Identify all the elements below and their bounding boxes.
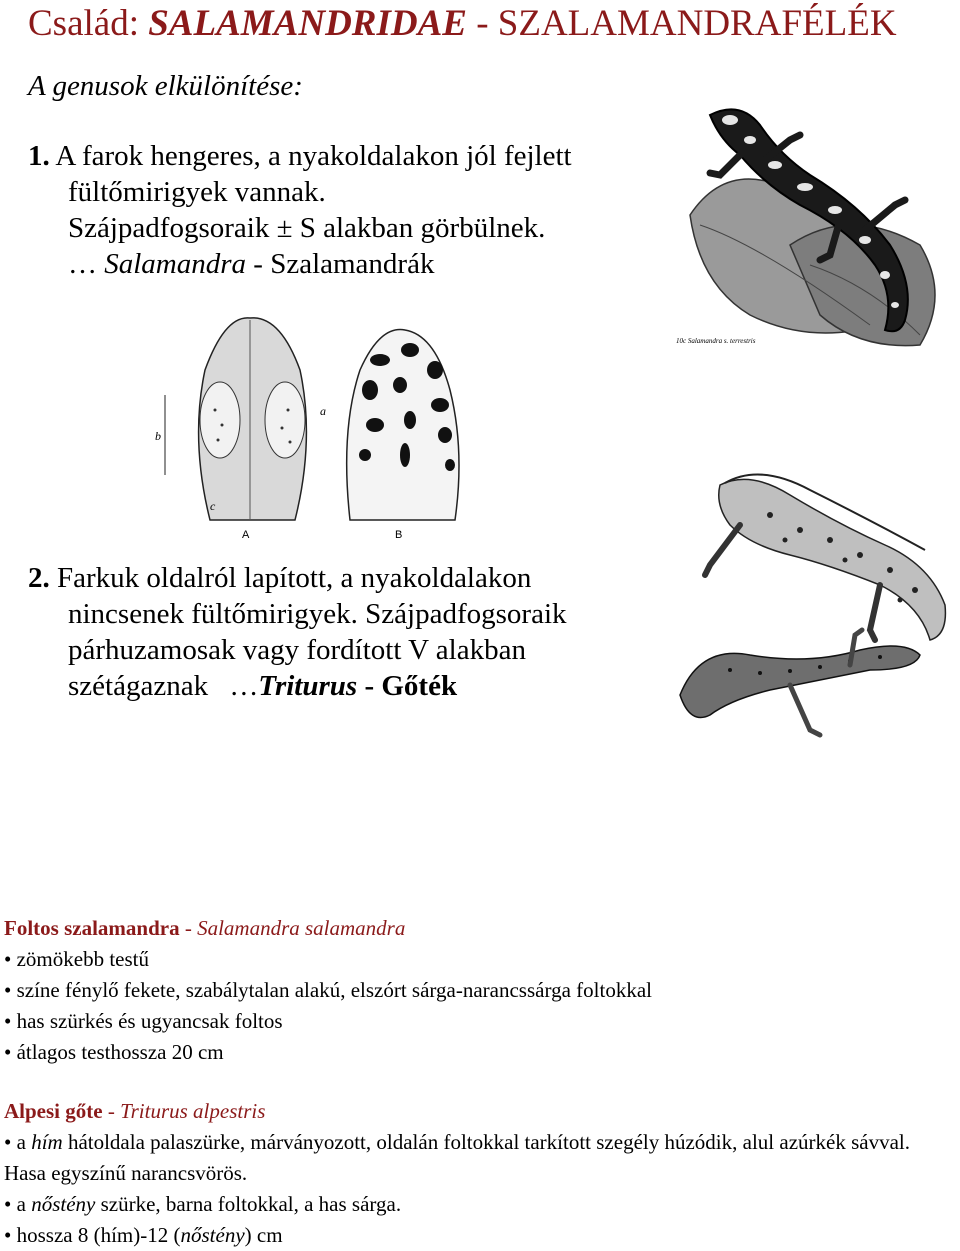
- key1-text1: A farok hengeres, a nyakoldalakon jól fejlett: [49, 140, 572, 172]
- species-latin: Triturus alpestris: [120, 1099, 266, 1123]
- skull-dim-a: a: [320, 404, 326, 418]
- key1-genus: Salamandra: [104, 248, 247, 280]
- newt-illustration: [670, 465, 955, 760]
- species-latin: Salamandra salamandra: [197, 916, 406, 940]
- skull-label-b: B: [395, 529, 403, 541]
- subtitle: A genusok elkülönítése:: [28, 70, 303, 102]
- list-item: [4, 1127, 954, 1189]
- title-family: SALAMANDRIDAE: [148, 3, 467, 44]
- key1-ellipsis: …: [68, 248, 105, 280]
- key2-line3: párhuzamosak vagy fordított V alakban: [68, 634, 526, 666]
- species-name: Alpesi gőte: [4, 1099, 103, 1123]
- list-item: • has szürkés és ugyancsak foltos: [4, 1006, 954, 1037]
- key2-line4: [28, 668, 668, 704]
- key1-line2: fültőmirigyek vannak.: [68, 176, 326, 208]
- skull-dim-b: b: [155, 429, 161, 443]
- page-title: [28, 2, 897, 45]
- key2-text1: Farkuk oldalról lapított, a nyakoldalakon: [49, 562, 532, 594]
- species-triturus: [4, 1096, 954, 1251]
- key1-line1: [28, 138, 668, 174]
- list-item: • zömökebb testű: [4, 944, 954, 975]
- list-item: • színe fénylő fekete, szabálytalan alakú, elszórt sárga-narancssárga foltokkal: [4, 975, 954, 1006]
- key2-line1: [28, 560, 668, 596]
- species-sep: -: [102, 1099, 121, 1123]
- b2-post: szürke, barna foltokkal, a has sárga.: [95, 1192, 402, 1216]
- species-salamandra: [4, 913, 954, 1068]
- skull-dim-c: c: [210, 499, 216, 513]
- salamander-illustration: [670, 95, 955, 355]
- skull-label-a: A: [242, 529, 250, 541]
- key2-number: 2.: [28, 562, 50, 594]
- b3-post: ) cm: [244, 1223, 283, 1247]
- b1-pre: a: [16, 1130, 32, 1154]
- salamander-caption: 10c Salamandra s. terrestris: [676, 337, 756, 345]
- key-step-2: [28, 560, 668, 704]
- species-sep: -: [179, 916, 198, 940]
- b1-post: hátoldala palaszürke, márványozott, oldalán foltokkal tarkított szegély húzódik, alul azúrkék sávval. Hasa egyszínű narancsvörös.: [4, 1130, 910, 1185]
- b3-pre: hossza 8 (hím)-12 (: [16, 1223, 181, 1247]
- key1-line4: [28, 246, 668, 282]
- key2-common: - Gőték: [357, 670, 458, 702]
- list-item: • átlagos testhossza 20 cm: [4, 1037, 954, 1068]
- list-item: [4, 1220, 954, 1251]
- b3-it: nőstény: [180, 1223, 245, 1247]
- title-prefix: Család:: [28, 3, 149, 44]
- b2-it: nőstény: [31, 1192, 96, 1216]
- key1-number: 1.: [28, 140, 50, 172]
- key2-line4-start: szétágaznak: [68, 670, 216, 702]
- species-title: [4, 913, 954, 944]
- key2-line2: nincsenek fültőmirigyek. Szájpadfogsoraik: [68, 598, 567, 630]
- list-item: [4, 1189, 954, 1220]
- key1-common: - Szalamandrák: [246, 248, 435, 280]
- skull-figures: [150, 310, 490, 545]
- b2-pre: a: [16, 1192, 32, 1216]
- key2-genus: Triturus: [258, 670, 358, 702]
- title-suffix: - SZALAMANDRAFÉLÉK: [466, 3, 897, 44]
- key2-ellipsis: …: [229, 670, 259, 702]
- key1-line3: Szájpadfogsoraik ± S alakban görbülnek.: [68, 212, 546, 244]
- species-title: [4, 1096, 954, 1127]
- b1-it: hím: [31, 1130, 63, 1154]
- key-step-1: [28, 138, 668, 282]
- species-name: Foltos szalamandra: [4, 916, 180, 940]
